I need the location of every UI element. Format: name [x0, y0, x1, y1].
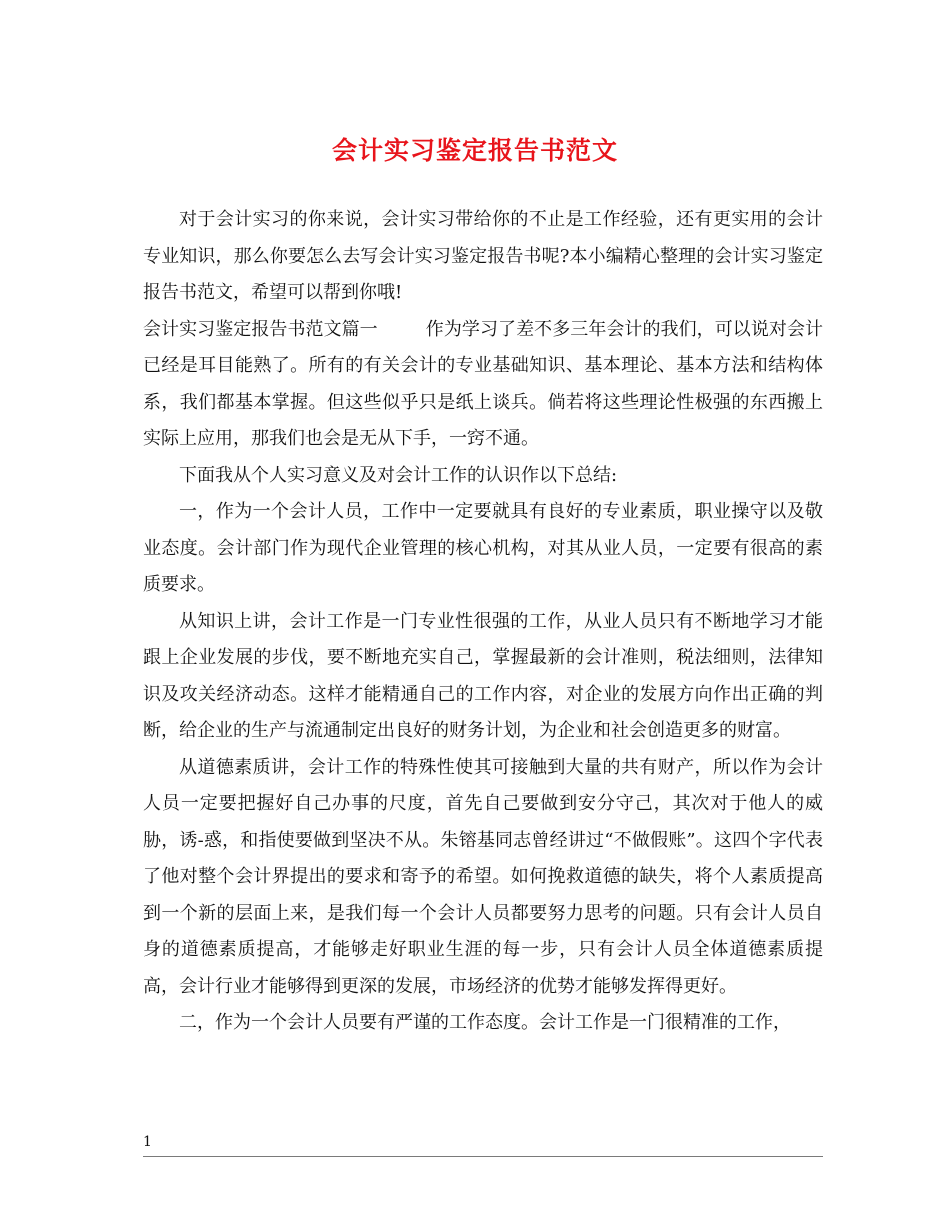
- footer-divider: [143, 1156, 823, 1157]
- section-paragraph: [143, 312, 823, 458]
- point-one-paragraph: 一，作为一个会计人员，工作中一定要就具有良好的专业素质，职业操守以及敬业态度。会计部门作为现代企业管理的核心机构，对其从业人员，一定要有很高的素质要求。: [143, 501, 823, 595]
- summary-intro-paragraph: 下面我从个人实习意义及对会计工作的认识作以下总结:: [179, 464, 618, 486]
- document-body: [143, 202, 823, 1042]
- section-first-text: 作为学习了差不多三年会计的我们，可以说对会计已经是耳目能熟了。所有的有关会计的专业基础知识、基本理论、基本方法和结构体系，我们都基本掌握。但这些似乎只是纸上谈兵。倘若将这些理论性极强的东西搬上实际上应用，那我们也会是无从下手，一窍不通。: [143, 318, 824, 449]
- section-heading: 会计实习鉴定报告书范文篇一: [143, 318, 378, 340]
- intro-paragraph: 对于会计实习的你来说，会计实习带给你的不止是工作经验，还有更实用的会计专业知识，那么你要怎么去写会计实习鉴定报告书呢?本小编精心整理的会计实习鉴定报告书范文，希望可以帮到你哦!: [143, 209, 823, 303]
- ethics-paragraph: 从道德素质讲，会计工作的特殊性使其可接触到大量的共有财产，所以作为会计人员一定要把握好自己办事的尺度，首先自己要做到安分守己，其次对于他人的威胁，诱-惑，和指使要做到坚决不从。朱镕基同志曾经讲过“不做假账”。这四个字代表了他对整个会计界提出的要求和寄予的希望。如何挽救道德的缺失，将个人素质提高到一个新的层面上来，是我们每一个会计人员都要努力思考的问题。只有会计人员自身的道德素质提高，才能够走好职业生涯的每一步，只有会计人员全体道德素质提高，会计行业才能够得到更深的发展，市场经济的优势才能够发挥得更好。: [143, 756, 823, 997]
- page-number: 1: [143, 1134, 152, 1150]
- document-title: 会计实习鉴定报告书范文: [331, 136, 618, 165]
- knowledge-paragraph: 从知识上讲，会计工作是一门专业性很强的工作，从业人员只有不断地学习才能跟上企业发展的步伐，要不断地充实自己，掌握最新的会计准则，税法细则，法律知识及攻关经济动态。这样才能精通自己的工作内容，对企业的发展方向作出正确的判断，给企业的生产与流通制定出良好的财务计划，为企业和社会创造更多的财富。: [143, 610, 823, 741]
- point-two-paragraph: 二，作为一个会计人员要有严谨的工作态度。会计工作是一门很精准的工作，: [179, 1012, 791, 1033]
